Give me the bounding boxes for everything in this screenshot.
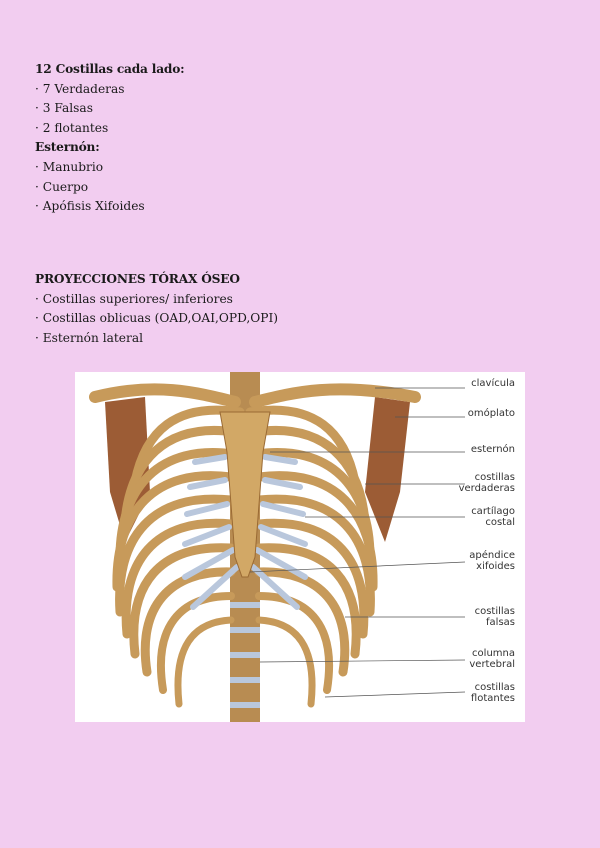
- label-clavicle: clavícula: [471, 378, 515, 389]
- projection-item-1: · Costillas superiores/ inferiores: [35, 291, 233, 306]
- label-xiphoid: apéndice xifoides: [469, 550, 515, 572]
- ribs-item-floating: · 2 flotantes: [35, 120, 109, 135]
- projections-heading: PROYECCIONES TÓRAX ÓSEO: [35, 272, 240, 286]
- rib-cage-drawing: [75, 372, 525, 722]
- projection-item-2: · Costillas oblicuas (OAD,OAI,OPD,OPI): [35, 311, 279, 326]
- label-floating-ribs: costillas flotantes: [470, 682, 515, 704]
- label-false-ribs: costillas falsas: [474, 606, 515, 628]
- anatomy-notes: [35, 60, 184, 217]
- label-true-ribs: costillas verdaderas: [458, 472, 515, 494]
- label-costal-cartilage: cartílago costal: [471, 506, 515, 528]
- ribs-heading: 12 Costillas cada lado:: [35, 62, 185, 76]
- projection-item-3: · Esternón lateral: [35, 330, 144, 345]
- sternum-item-xiphoid: · Apófisis Xifoides: [35, 199, 145, 214]
- label-sternum: esternón: [470, 444, 515, 455]
- ribs-item-true: · 7 Verdaderas: [35, 81, 125, 96]
- sternum-item-manubrium: · Manubrio: [35, 159, 104, 174]
- projections-notes: [35, 270, 278, 348]
- ribs-item-false: · 3 Falsas: [35, 101, 93, 116]
- label-vertebral-column: columna vertebral: [469, 648, 515, 670]
- label-scapula: omóplato: [467, 408, 515, 419]
- right-scapula: [365, 397, 410, 542]
- sternum-heading: Esternón:: [35, 140, 100, 155]
- sternum-item-body: · Cuerpo: [35, 179, 89, 194]
- left-clavicle: [95, 389, 235, 402]
- rib-cage-illustration: [75, 372, 525, 722]
